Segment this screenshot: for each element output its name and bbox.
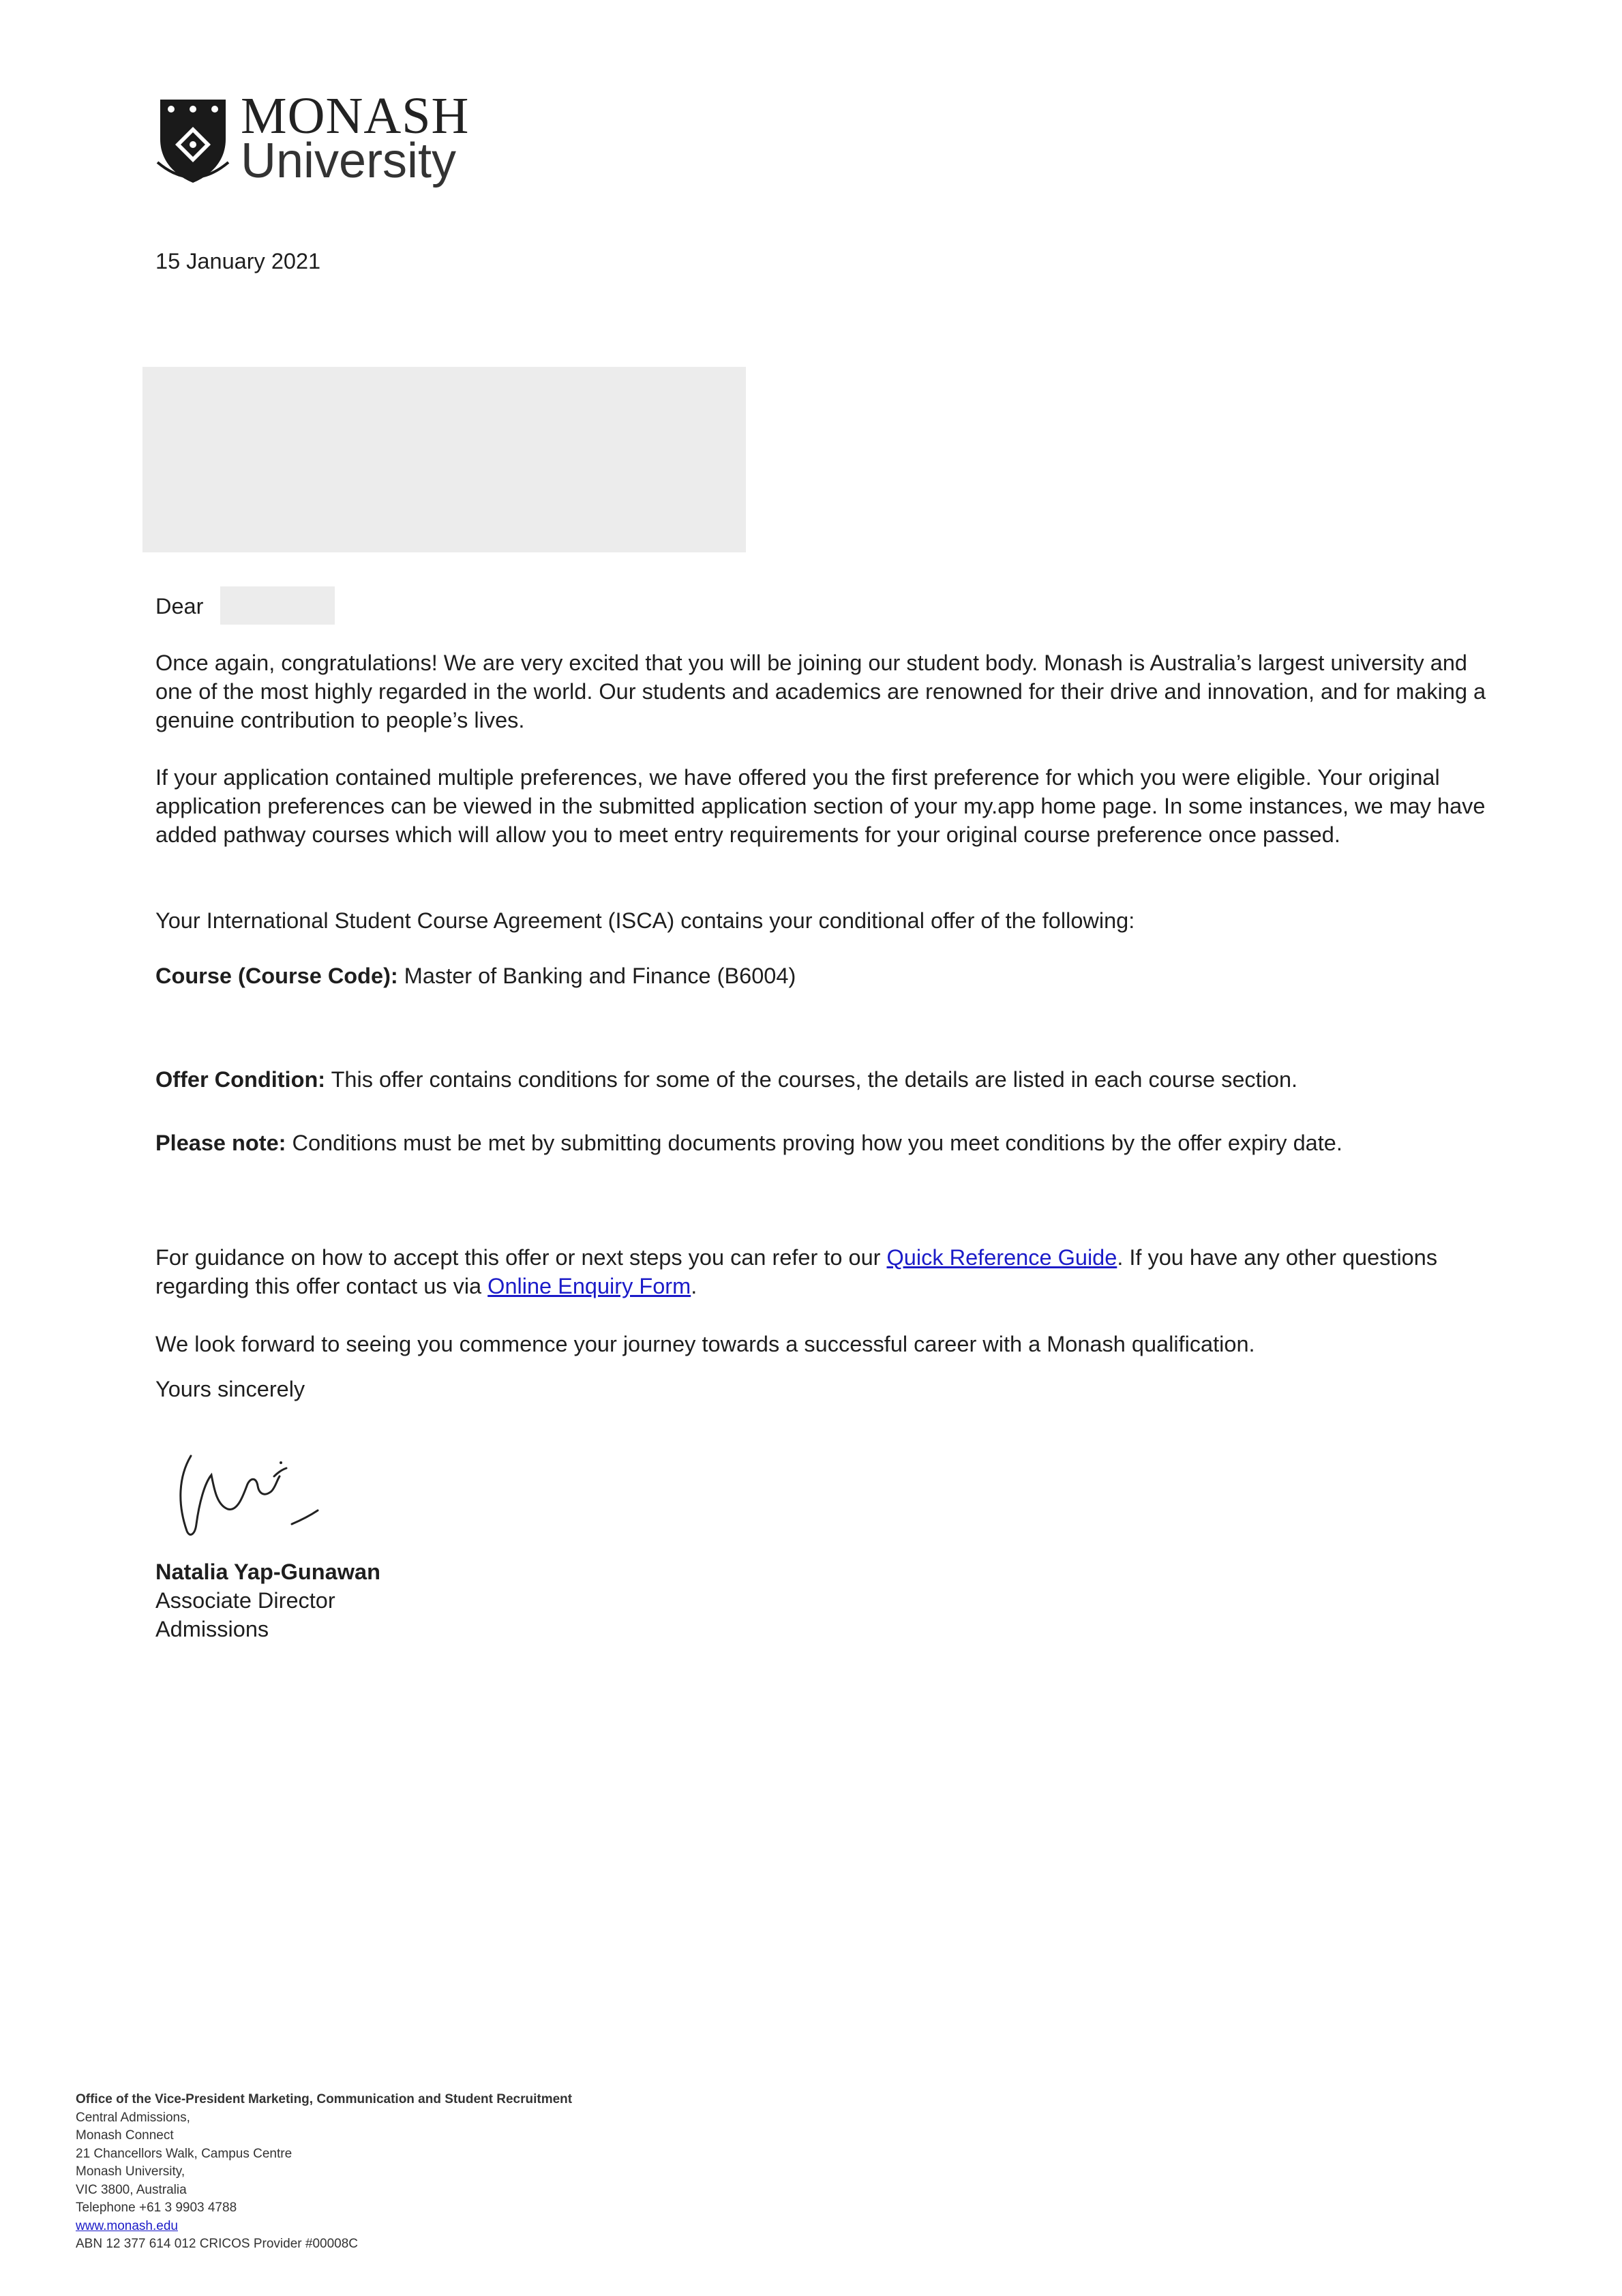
salutation: Dear <box>155 594 204 618</box>
please-note-paragraph <box>155 1129 1492 1157</box>
monash-logo <box>156 87 477 192</box>
offer-condition-value: This offer contains conditions for some of the courses, the details are listed in each course section. <box>331 1067 1298 1092</box>
footer-line: VIC 3800, Australia <box>76 2182 187 2197</box>
guidance-paragraph <box>155 1243 1492 1300</box>
guidance-text-after: . <box>691 1274 697 1298</box>
logo-university-text: University <box>241 134 457 188</box>
signatory-name: Natalia Yap-Gunawan <box>155 1560 380 1584</box>
footer-line: Monash Connect <box>76 2128 174 2143</box>
guidance-text-middle: . If you have any other questions regarding this offer contact us via <box>155 1245 1438 1298</box>
course-value: Master of Banking and Finance (B6004) <box>404 964 796 988</box>
online-enquiry-form-link[interactable]: Online Enquiry Form <box>487 1274 691 1298</box>
footer-abn: ABN 12 377 614 012 CRICOS Provider #00008C <box>76 2237 359 2251</box>
redacted-recipient-name <box>220 586 335 625</box>
offer-condition-line <box>155 1065 1492 1094</box>
paragraph-congratulations: Once again, congratulations! We are very excited that you will be joining our student body. Monash is Australia’s largest university and one of the most highly regarded in the world. Our students and academics are renowned for their drive and innovation, and for making a genuine contribution to people’s lives. <box>155 651 1486 732</box>
footer-office: Office of the Vice-President Marketing, Communication and Student Recruitment <box>76 2092 573 2106</box>
sign-off: Yours sincerely <box>155 1377 305 1401</box>
closing-paragraph: We look forward to seeing you commence your journey towards a successful career with a Monash qualification. <box>155 1332 1255 1356</box>
footer-line: 21 Chancellors Walk, Campus Centre <box>76 2146 292 2161</box>
offer-condition-label: Offer Condition: <box>155 1067 326 1092</box>
footer-line: Monash University, <box>76 2164 185 2179</box>
footer-address <box>76 2091 826 2254</box>
paragraph-preferences: If your application contained multiple preferences, we have offered you the first preference for which you were eligible. Your original application preferences can be viewed in the submitted application section of your my.app home page. In some instances, we may have added pathway courses which will allow you to meet entry requirements for your original course preference once passed. <box>155 765 1486 847</box>
please-note-value: Conditions must be met by submitting documents proving how you meet conditions by the offer expiry date. <box>292 1131 1342 1155</box>
signatory-department: Admissions <box>155 1617 269 1641</box>
footer-line: Telephone +61 3 9903 4788 <box>76 2201 237 2215</box>
quick-reference-guide-link[interactable]: Quick Reference Guide <box>886 1245 1117 1270</box>
please-note-label: Please note: <box>155 1131 286 1155</box>
footer-website-link[interactable]: www.monash.edu <box>76 2218 178 2233</box>
course-label: Course (Course Code): <box>155 964 398 988</box>
signatory-title: Associate Director <box>155 1588 335 1613</box>
course-line <box>155 961 1492 990</box>
redacted-address-block <box>142 367 746 552</box>
paragraph-isca: Your International Student Course Agreement (ISCA) contains your conditional offer of the following: <box>155 908 1135 933</box>
logo-monash-text: MONASH <box>241 87 470 145</box>
guidance-text-before: For guidance on how to accept this offer or next steps you can refer to our <box>155 1245 881 1270</box>
footer-line: Central Admissions, <box>76 2110 190 2125</box>
letter-date: 15 January 2021 <box>155 249 321 273</box>
monash-crest-icon <box>156 97 230 184</box>
handwritten-signature <box>172 1429 335 1545</box>
